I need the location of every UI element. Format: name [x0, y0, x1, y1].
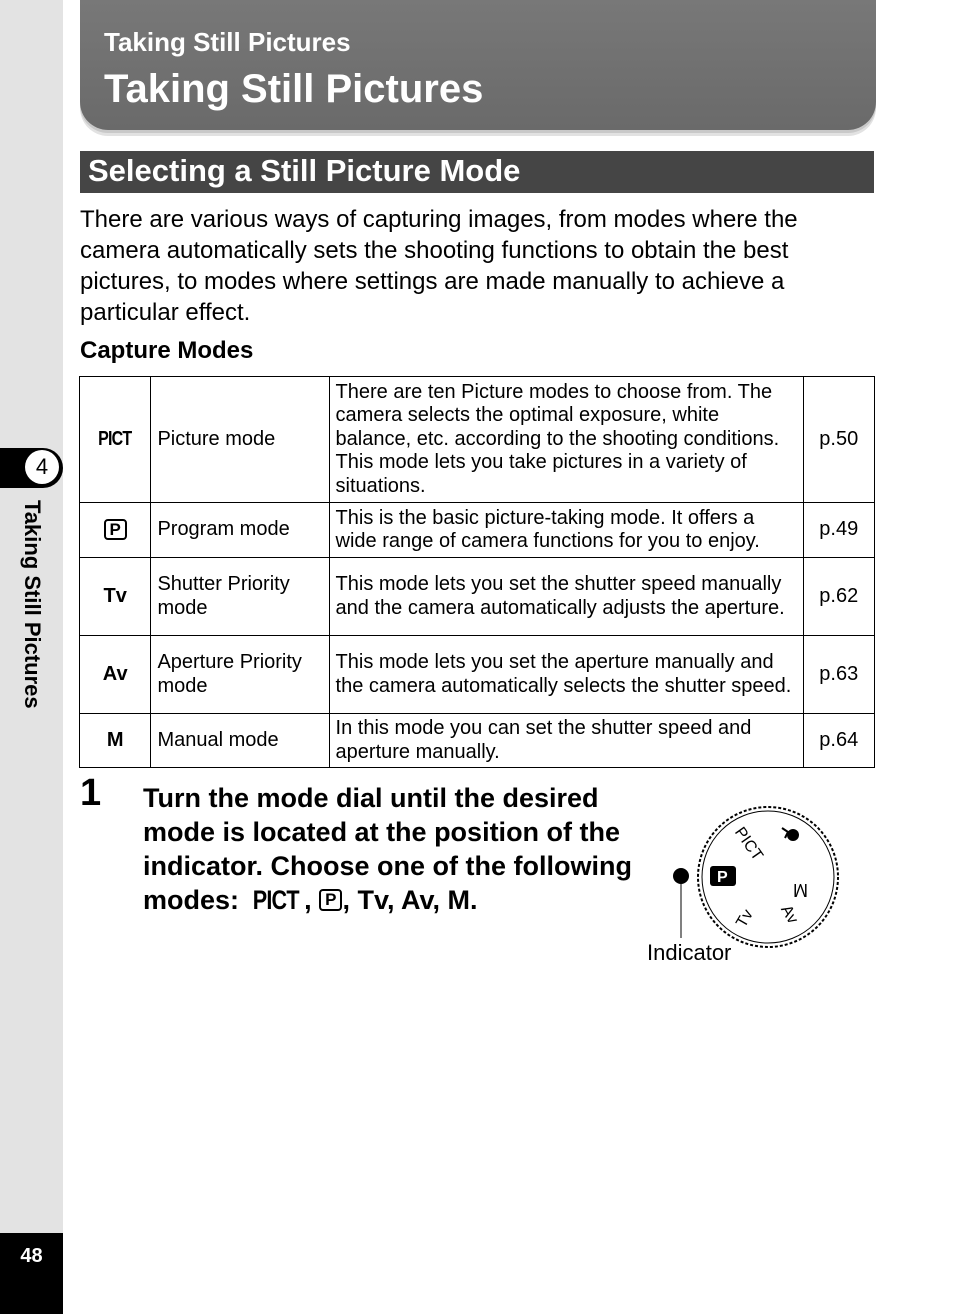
page-reference: p.62 — [803, 558, 874, 636]
table-row — [80, 714, 875, 768]
tv-mode-icon: Tv — [80, 558, 151, 636]
table-row — [80, 503, 875, 558]
step-instruction — [143, 781, 633, 917]
program-mode-icon: P — [319, 889, 342, 911]
dial-label-av: Av — [777, 902, 802, 927]
table-row — [80, 636, 875, 714]
indicator-dot — [673, 868, 689, 884]
mode-description: This mode lets you set the shutter speed manually and the camera automatically adjusts the aperture. — [329, 558, 803, 636]
mode-description: This is the basic picture-taking mode. It offers a wide range of camera functions for you to enjoy. — [329, 503, 803, 558]
av-mode-icon: Av — [401, 885, 433, 915]
intro-paragraph: There are various ways of capturing images, from modes where the camera automatically sets the shooting functions to obtain the best pictures, to modes where settings are made manually to achieve a particular effect. — [80, 206, 798, 326]
av-mode-icon: Av — [80, 636, 151, 714]
mode-description: There are ten Picture modes to choose from. The camera selects the optimal exposure, white balance, etc. according to the shooting conditions. This mode lets you take pictures in a variety of situations. — [329, 377, 803, 503]
capture-modes-table — [79, 376, 875, 768]
page-number: 48 — [20, 1245, 43, 1267]
chapter-side-title: Taking Still Pictures — [20, 500, 45, 709]
mode-name: Aperture Priority mode — [151, 636, 329, 714]
table-row — [80, 558, 875, 636]
separator: , — [386, 885, 395, 915]
mode-name: Shutter Priority mode — [151, 558, 329, 636]
dial-label-tv: Tv — [733, 906, 757, 931]
mode-name: Manual mode — [151, 714, 329, 768]
dial-label-p: P — [717, 869, 728, 886]
separator: , — [432, 885, 441, 915]
capture-modes-heading: Capture Modes — [80, 337, 254, 364]
separator: , — [304, 885, 312, 915]
mode-description: In this mode you can set the shutter speed and aperture manually. — [329, 714, 803, 768]
page-title: Taking Still Pictures — [104, 67, 484, 111]
manual-mode-icon: M — [447, 885, 471, 915]
program-mode-icon: P — [80, 503, 151, 558]
pict-mode-icon: PICT — [252, 885, 299, 915]
step-text: Turn the mode dial until the desired mode is located at the position of the indicator. Choose one of the following modes: — [143, 783, 632, 915]
mode-description: This mode lets you set the aperture manually and the camera automatically selects the shutter speed. — [329, 636, 803, 714]
period: . — [470, 885, 478, 915]
chapter-number: 4 — [25, 450, 59, 484]
page-reference: p.50 — [803, 377, 874, 503]
step-number: 1 — [80, 772, 102, 814]
header-subtitle: Taking Still Pictures — [104, 27, 351, 57]
mode-name: Picture mode — [151, 377, 329, 503]
manual-mode-icon: M — [80, 714, 151, 768]
page-reference: p.63 — [803, 636, 874, 714]
dial-label-pict: PICT — [730, 824, 766, 864]
indicator-label: Indicator — [647, 940, 732, 965]
dial-label-m: M — [793, 880, 808, 900]
pict-mode-icon: PICT — [80, 377, 151, 503]
tv-mode-icon: Tv — [357, 885, 387, 915]
section-title: Selecting a Still Picture Mode — [88, 153, 521, 188]
separator: , — [342, 885, 350, 915]
page-reference: p.64 — [803, 714, 874, 768]
table-row — [80, 377, 875, 503]
page-reference: p.49 — [803, 503, 874, 558]
mode-name: Program mode — [151, 503, 329, 558]
